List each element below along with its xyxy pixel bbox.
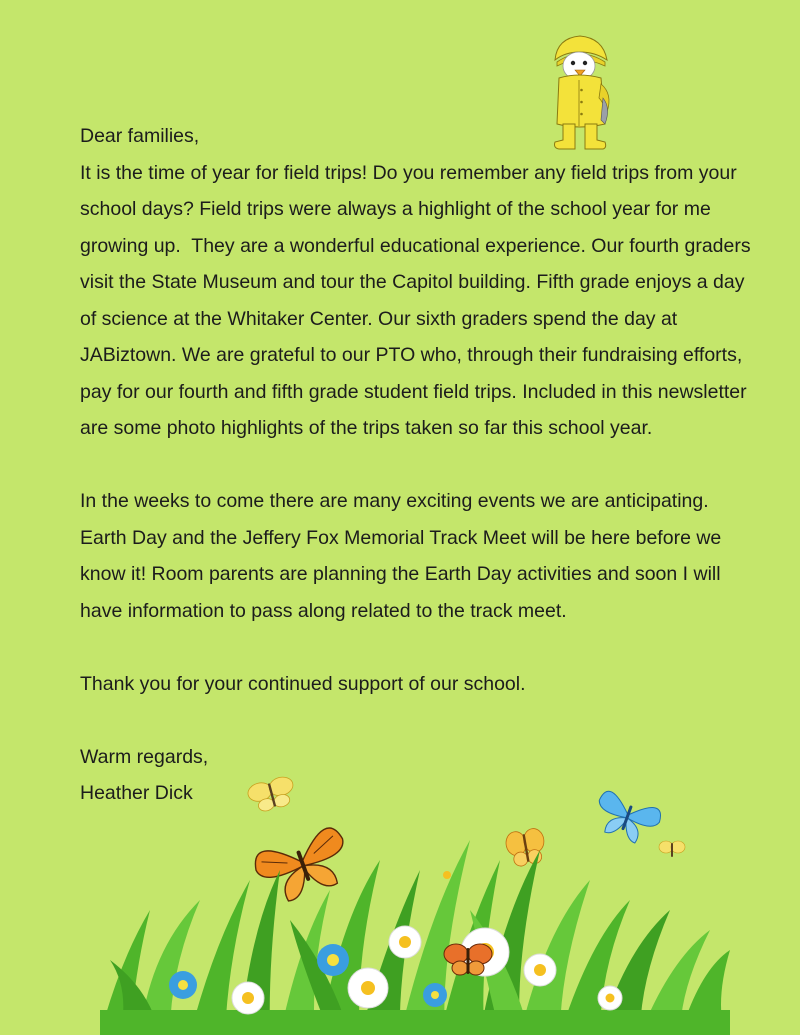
daisy-icon bbox=[524, 954, 556, 986]
daisy-icon bbox=[232, 982, 264, 1014]
paragraph-spacer bbox=[80, 702, 760, 739]
butterfly-icon bbox=[246, 775, 298, 815]
daisy-icon bbox=[348, 968, 388, 1008]
letter-body bbox=[80, 118, 760, 812]
yellow-bud-icon bbox=[443, 871, 451, 879]
paragraph-field-trips: It is the time of year for field trips! Do you remember any field trips from your school days? Field trips were always a highlight of the school year for me growing up. They are a wonderful educational experience. Our fourth graders visit the State Museum and tour the Capitol building. Fifth grade enjoys a day of science at the Whitaker Center. Our sixth graders spend the day at JABiztown. We are grateful to our PTO who, through their fundraising efforts, pay for our fourth and fifth grade student field trips. Included in this newsletter are some photo highlights of the trips taken so far this school year. bbox=[80, 161, 757, 439]
closing: Warm regards, bbox=[80, 745, 209, 768]
daisy-icon bbox=[598, 986, 622, 1010]
daisy-icon bbox=[389, 926, 421, 958]
paragraph-upcoming-events: In the weeks to come there are many exciting events we are anticipating. Earth Day and the Jeffery Fox Memorial Track Meet will be here before we know it! Room parents are planning the Earth Day activities and soon I will have information to pass along related to the track meet. bbox=[80, 490, 722, 622]
paragraph-spacer bbox=[80, 447, 760, 484]
paragraph-spacer bbox=[80, 629, 760, 666]
signature: Heather Dick bbox=[80, 782, 193, 804]
butterfly-icon bbox=[590, 789, 664, 849]
paragraph-thank-you: Thank you for your continued support of our school. bbox=[80, 672, 526, 695]
blue-flower-icon bbox=[317, 944, 349, 976]
blue-flower-icon bbox=[423, 983, 447, 1007]
butterfly-icon bbox=[659, 841, 685, 857]
spring-garden-illustration bbox=[0, 760, 800, 1035]
butterfly-icon bbox=[504, 827, 548, 868]
grass-base bbox=[100, 1010, 730, 1035]
greeting: Dear families, bbox=[80, 125, 200, 147]
blue-flower-icon bbox=[169, 971, 197, 999]
butterfly-icon bbox=[251, 824, 357, 908]
